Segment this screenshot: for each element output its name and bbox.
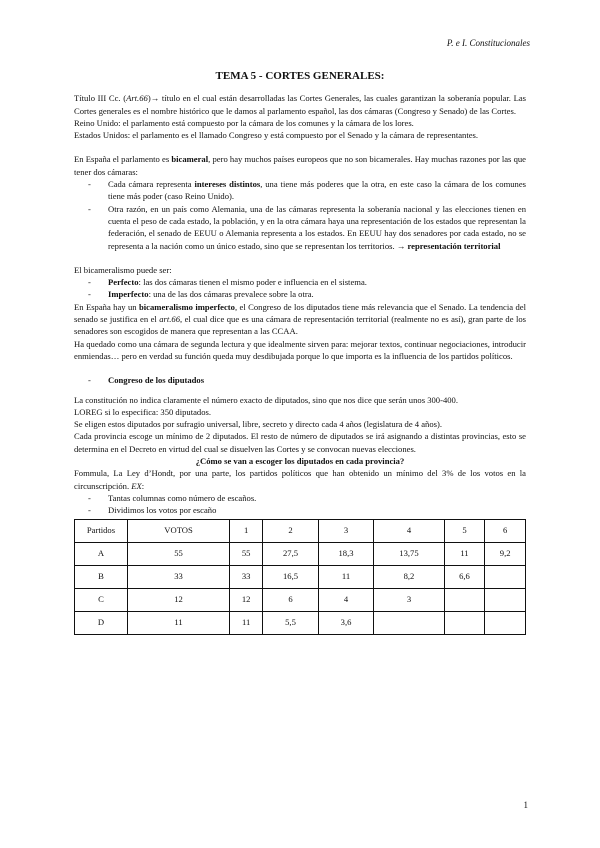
table-header-row [75,519,526,542]
running-header: P. e I. Constitucionales [446,38,530,48]
table-cell: C [75,588,128,611]
table-cell [485,611,526,634]
header-cell: 1 [230,519,263,542]
table-cell: 55 [128,542,230,565]
tipos-intro: El bicameralismo puede ser: [74,264,172,275]
table-cell: 11 [444,542,485,565]
header-cell: 2 [263,519,319,542]
reino-unido-paragraph: Reino Unido: el parlamento está compuesto por la cámara de los comunes y la cámara de los lores. [74,117,414,128]
dhondt-table [74,519,526,635]
constitucion-paragraph: La constitución no indica claramente el número exacto de diputados, sino que nos dice que serán unos 300-400. [74,394,458,405]
header-cell: 6 [485,519,526,542]
list-item: - Tantas columnas como número de escaños. [108,492,526,504]
table-row [75,542,526,565]
table-cell: 12 [230,588,263,611]
loreg-paragraph: LOREG si lo especifica: 350 diputados. [74,406,211,417]
steps-list [74,492,526,517]
table-cell: 33 [128,565,230,588]
table-row [75,588,526,611]
header-cell: VOTOS [128,519,230,542]
list-item: - Otra razón, en un país como Alemania, una de las cámaras representa la soberanía nacional y las elecciones tienen en cuenta el peso de cada estado, la población, y en la otra cámara haya una representación de los estados que representan la federación, el senado de EEUU o Alemania representa a los estados. En EEUU hay dos senadores por cada estado, no se representa a la nación como un único estado, sino que se representan los territorios. → representación territorial [108,203,526,252]
provincia-paragraph: Cada provincia escoge un mínimo de 2 diputados. El resto de número de diputados se irá asignando a distintas provincias, esto se determina en el Decreto en virtud del cual se disuelven las Cortes y se convocan nuevas elecciones. [74,431,526,454]
intro-paragraph: Título III Cc. (Art.66)→ título en el cual están desarrolladas las Cortes Generales, las cuales garantizan la soberanía popular. Las Cortes generales es el nombre histórico que le damos al parlamento español, las dos cámaras (Congreso y Senado) de las Cortes. [74,93,526,116]
segunda-lectura-paragraph: Ha quedado como una cámara de segunda lectura y que idealmente sirven para: mejorar textos, continuar negociaciones, introducir enmiendas… pero en verdad su función queda muy desdibujada porque lo que importa es la influencia de los partidos políticos. [74,338,526,361]
list-item: - Imperfecto: una de las dos cámaras prevalece sobre la otra. [108,288,526,300]
header-cell: 4 [374,519,444,542]
table-cell [444,588,485,611]
header-cell: 3 [318,519,374,542]
table-cell: 3 [374,588,444,611]
table-cell: 5,5 [263,611,319,634]
table-cell: 6 [263,588,319,611]
table-cell: 13,75 [374,542,444,565]
page-number: 1 [523,800,528,810]
reasons-list [74,178,526,252]
sufragio-paragraph: Se eligen estos diputados por sufragio universal, libre, secreto y directo cada 4 años (legislatura de 4 años). [74,419,442,430]
question-heading: ¿Cómo se van a escoger los diputados en cada provincia? [195,456,405,467]
table-row [75,565,526,588]
table-cell: 11 [318,565,374,588]
table-cell [444,611,485,634]
header-cell: Partidos [75,519,128,542]
estados-unidos-paragraph: Estados Unidos: el parlamento es el llamado Congreso y está compuesto por el Senado y la cámara de representantes. [74,130,479,141]
table-cell [485,565,526,588]
list-item: - Perfecto: las dos cámaras tienen el mismo poder e influencia en el sistema. [108,276,526,288]
list-item: - Cada cámara representa intereses distintos, una tiene más poderes que la otra, en este caso la cámara de los comunes tiene más poder (caso Reino Unido). [108,178,526,203]
table-cell: 11 [230,611,263,634]
table-cell: 11 [128,611,230,634]
table-cell: 3,6 [318,611,374,634]
table-cell: 4 [318,588,374,611]
table-row [75,611,526,634]
table-cell: 55 [230,542,263,565]
table-cell: 18,3 [318,542,374,565]
formula-paragraph: Fommula, La Ley d’Hondt, por una parte, los partidos políticos que han obtenido un mínimo del 3% de los votos en la circunscripción. EX: [74,468,526,491]
congreso-heading-list [74,374,526,386]
table-cell: 8,2 [374,565,444,588]
section-heading: - Congreso de los diputados [108,374,526,386]
espana-paragraph: En España hay un bicameralismo imperfecto, el Congreso de los diputados tiene más relevancia que el Senado. La tendencia del senado se justifica en el art.66, el cual dice que es una cámara de representación territorial (realmente no es así), gran parte de los senadores son escogidos de manera que representan a las CCAA. [74,301,526,337]
list-item: - Dividimos los votos por escaño [108,504,526,516]
table-cell: 27,5 [263,542,319,565]
table-cell: 6,6 [444,565,485,588]
header-cell: 5 [444,519,485,542]
table-cell [374,611,444,634]
table-cell: 16,5 [263,565,319,588]
page-title: TEMA 5 - CORTES GENERALES: [215,70,385,82]
table-cell: B [75,565,128,588]
table-cell: D [75,611,128,634]
table-cell: 9,2 [485,542,526,565]
bicameral-paragraph: En España el parlamento es bicameral, pero hay muchos países europeos que no son bicamerales. Hay muchas razones por las que tener dos cámaras: [74,154,526,177]
document-body [74,70,526,635]
table-cell [485,588,526,611]
table-cell: 12 [128,588,230,611]
tipos-list [74,276,526,301]
table-cell: 33 [230,565,263,588]
table-cell: A [75,542,128,565]
